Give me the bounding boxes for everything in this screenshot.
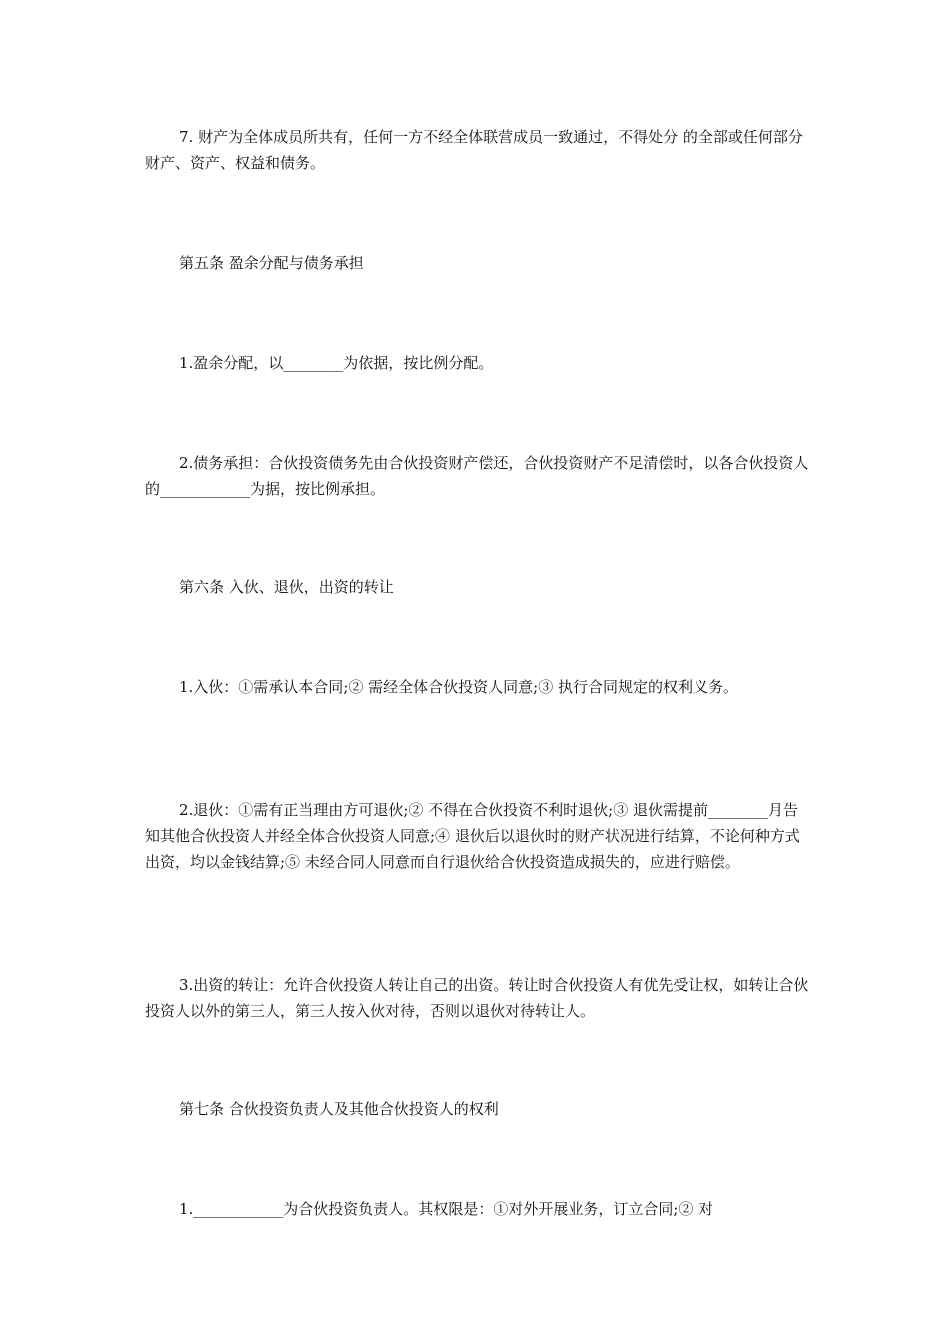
clause-paragraph-capital-transfer: 3.出资的转让：允许合伙投资人转让自己的出资。转让时合伙投资人有优先受让权，如转让合伙投资人以外的第三人，第三人按入伙对待，否则以退伙对待转让人。 (145, 976, 809, 1020)
clause-paragraph-debt-bearing: 2.债务承担：合伙投资债务先由合伙投资财产偿还，合伙投资财产不足清偿时，以各合伙投资人的____________为据，按比例承担。 (145, 454, 809, 498)
article-heading-5: 第五条 盈余分配与债务承担 (179, 254, 364, 272)
clause-paragraph-property-ownership: 7. 财产为全体成员所共有，任何一方不经全体联营成员一致通过，不得处分 的全部或任何部分财产、资产、权益和债务。 (145, 128, 803, 172)
clause-paragraph-responsible-person: 1.____________为合伙投资负责人。其权限是：①对外开展业务，订立合同;② 对 (179, 1200, 714, 1218)
clause-paragraph-profit-distribution: 1.盈余分配，以________为依据，按比例分配。 (179, 354, 494, 372)
article-heading-6: 第六条 入伙、退伙，出资的转让 (179, 578, 394, 596)
clause-paragraph-joining: 1.入伙：①需承认本合同;② 需经全体合伙投资人同意;③ 执行合同规定的权利义务。 (179, 678, 738, 696)
clause-paragraph-withdrawal: 2.退伙：①需有正当理由方可退伙;② 不得在合伙投资不利时退伙;③ 退伙需提前________月告知其他合伙投资人并经全体合伙投资人同意;④ 退伙后以退伙时的财产状况进行结算，不论何种方式出资，均以金钱结算;⑤ 未经合同人同意而自行退伙给合伙投资造成损失的，应进行赔偿。 (145, 801, 800, 871)
article-heading-7: 第七条 合伙投资负责人及其他合伙投资人的权利 (179, 1100, 499, 1118)
